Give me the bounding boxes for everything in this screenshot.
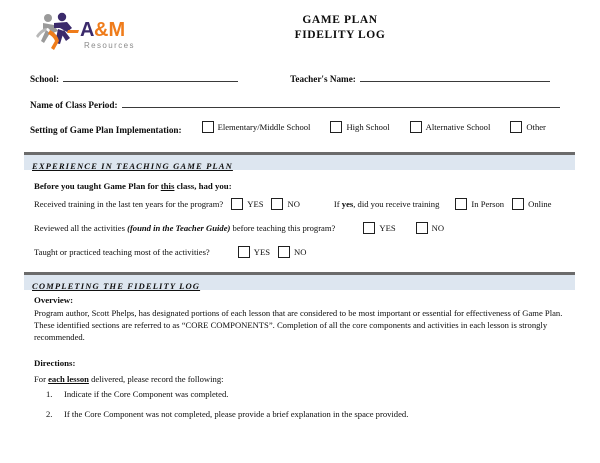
experience-lead-text: [34, 180, 232, 192]
question-2-text: [34, 223, 335, 233]
school-input[interactable]: [63, 72, 238, 82]
checkbox-q3-yes[interactable]: [238, 246, 250, 258]
setting-option-label: Alternative School: [425, 121, 491, 132]
page-title-line1: GAME PLAN: [302, 14, 378, 26]
checkbox-q1-no[interactable]: [271, 198, 283, 210]
section-experience-title: EXPERIENCE IN TEACHING GAME PLAN: [32, 161, 233, 171]
question-1-in-person-label: In Person: [471, 198, 505, 209]
question-1-in-person[interactable]: [455, 198, 504, 210]
class-period-row: [30, 98, 575, 110]
section-completing-title: COMPLETING THE FIDELITY LOG: [32, 281, 201, 291]
question-2-no-label: NO: [431, 222, 445, 233]
list-item-text: If the Core Component was not completed, please provide a brief explanation in the space provided.: [64, 409, 409, 419]
directions-lead-underlined: each lesson: [48, 374, 89, 384]
list-item-index: 1.: [46, 389, 53, 399]
question-3-yes-label: YES: [253, 246, 270, 257]
am-resources-logo: [34, 10, 146, 56]
section-completing-header: [24, 275, 575, 290]
question-2-no[interactable]: [416, 222, 444, 234]
directions-lead-prefix: For: [34, 374, 49, 384]
school-teacher-row: [30, 72, 575, 84]
setting-option-label: Other: [526, 121, 546, 132]
setting-option-high-school[interactable]: [330, 121, 389, 133]
question-2-prefix: Reviewed all the activities: [34, 223, 128, 233]
checkbox-q2-yes[interactable]: [363, 222, 375, 234]
checkbox-alternative-school[interactable]: [410, 121, 422, 133]
setting-option-alternative-school[interactable]: [410, 121, 491, 133]
document-header: [0, 0, 600, 62]
list-item: [46, 388, 408, 400]
question-1-followup-text: [334, 199, 440, 209]
class-period-label: Name of Class Period:: [30, 100, 118, 110]
checkbox-q1-online[interactable]: [512, 198, 524, 210]
question-1-text: Received training in the last ten years for the program?: [34, 199, 224, 209]
directions-label: Directions:: [34, 358, 76, 368]
checkbox-q1-yes[interactable]: [231, 198, 243, 210]
question-1-row: [34, 198, 552, 210]
setting-label: Setting of Game Plan Implementation:: [30, 125, 182, 135]
question-3-no-label: NO: [294, 246, 307, 257]
overview-label: Overview:: [34, 295, 74, 305]
question-3-row: [34, 246, 306, 258]
logo-letter-a: A: [80, 19, 95, 41]
checkbox-other[interactable]: [510, 121, 522, 133]
question-2-suffix: before teaching this program?: [230, 223, 336, 233]
setting-option-label: High School: [346, 121, 390, 132]
setting-option-label: Elementary/Middle School: [217, 121, 311, 132]
page-title-line2: FIDELITY LOG: [294, 29, 386, 41]
checkbox-high-school[interactable]: [330, 121, 342, 133]
followup-prefix: If: [333, 199, 342, 209]
list-item: [46, 408, 408, 420]
question-2-italic: (found in the Teacher Guide): [127, 223, 231, 233]
logo-letters-and-m: &M: [94, 19, 126, 41]
question-1-online[interactable]: [512, 198, 551, 210]
question-3-no[interactable]: [278, 246, 306, 258]
section-completing-band: [24, 272, 575, 290]
checkbox-elementary-middle[interactable]: [202, 121, 214, 133]
followup-suffix: , did you receive training: [353, 199, 440, 209]
question-1-no[interactable]: [271, 198, 299, 210]
directions-lead: [34, 373, 224, 385]
question-1-yes[interactable]: [231, 198, 263, 210]
list-item-index: 2.: [46, 409, 53, 419]
directions-lead-suffix: delivered, please record the following:: [88, 374, 224, 384]
logo-subtitle: Resources: [84, 41, 135, 50]
section-experience-header: [24, 155, 575, 170]
question-1-yes-label: YES: [247, 198, 264, 209]
question-1-no-label: NO: [287, 198, 300, 209]
page-title: [230, 13, 450, 43]
class-period-input[interactable]: [122, 98, 560, 108]
question-1-online-label: Online: [528, 198, 552, 209]
teacher-name-input[interactable]: [360, 72, 550, 82]
teacher-name-label: Teacher's Name:: [290, 74, 356, 84]
question-3-text: Taught or practiced teaching most of the activities?: [34, 247, 210, 257]
section-experience-band: [24, 152, 575, 170]
school-label: School:: [30, 74, 60, 84]
directions-list: [46, 388, 408, 428]
setting-row: [30, 121, 575, 135]
checkbox-q1-in-person[interactable]: [455, 198, 467, 210]
followup-bold: yes: [341, 199, 354, 209]
lead-suffix: class, had you:: [174, 181, 232, 191]
question-2-row: [34, 222, 444, 234]
setting-option-other[interactable]: [510, 121, 546, 133]
question-3-yes[interactable]: [238, 246, 270, 258]
list-item-text: Indicate if the Core Component was completed.: [64, 389, 229, 399]
question-2-yes[interactable]: [363, 222, 395, 234]
setting-option-elementary-middle[interactable]: [202, 121, 311, 133]
lead-prefix: Before you taught Game Plan for: [34, 181, 161, 191]
overview-body: Program author, Scott Phelps, has designated portions of each lesson that are considered to be most important or essential for effectiveness of Game Plan. These identified sections are referred to as “CORE COMPONENTS”. Completion of all the core components and activities in each lesson is strongly recommended.: [34, 308, 563, 342]
checkbox-q3-no[interactable]: [278, 246, 290, 258]
checkbox-q2-no[interactable]: [416, 222, 428, 234]
question-2-yes-label: YES: [379, 222, 396, 233]
lead-underlined: this: [160, 181, 175, 191]
